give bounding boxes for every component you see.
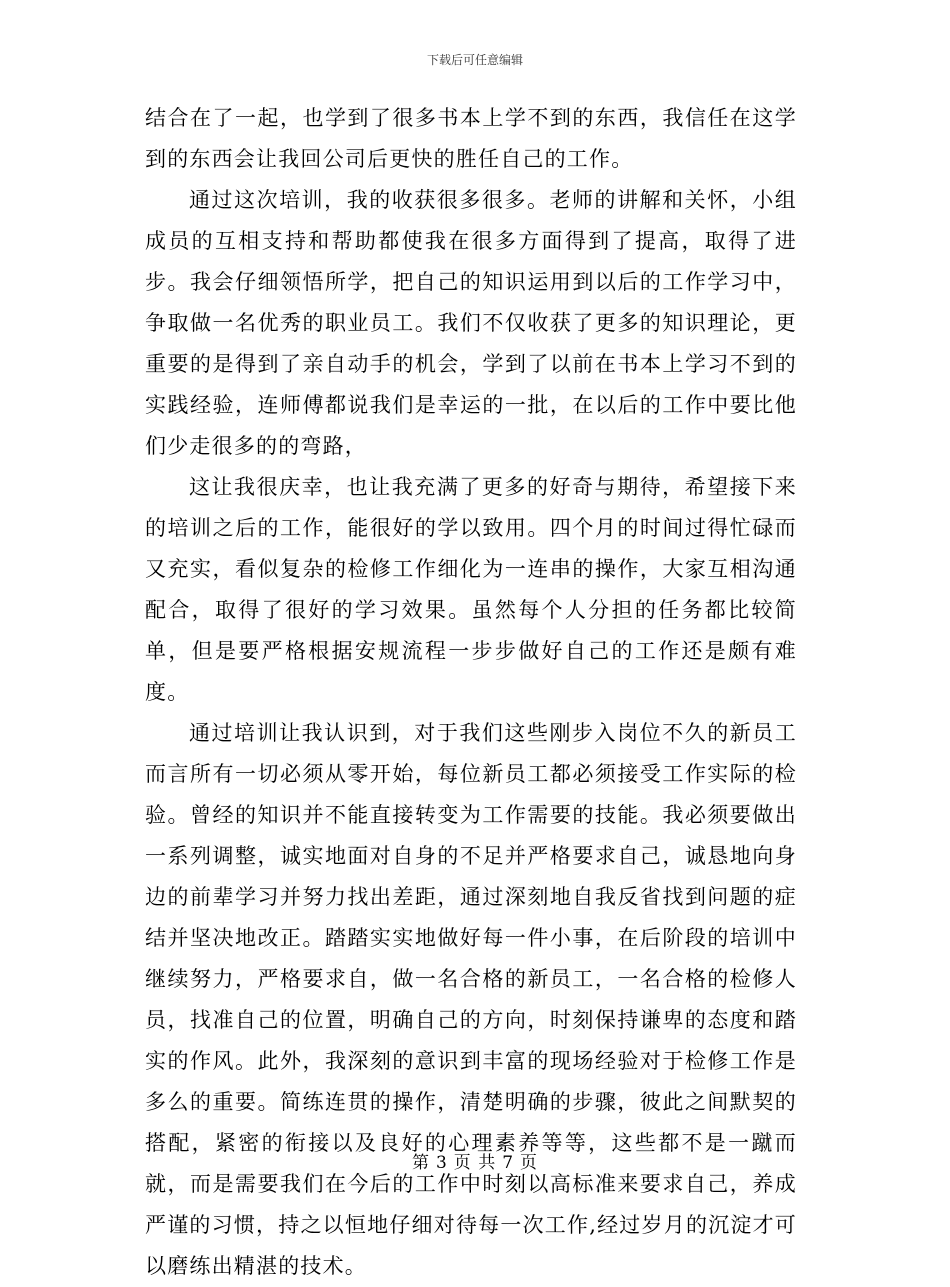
document-body [145,98,797,1287]
page-footer [0,1150,950,1176]
page-header: 下载后可任意编辑 [426,53,523,67]
paragraph-1: 结合在了一起，也学到了很多书本上学不到的东西，我信任在这学到的东西会让我回公司后更快的胜任自己的工作。 [145,106,797,171]
footer-total-pages: 7 [502,1153,515,1173]
paragraph-3: 这让我很庆幸，也让我充满了更多的好奇与期待，希望接下来的培训之后的工作，能很好的学以致用。四个月的时间过得忙碌而又充实，看似复杂的检修工作细化为一连串的操作，大家互相沟通配合，取得了很好的学习效果。虽然每个人分担的任务都比较简单，但是要严格根据安规流程一步步做好自己的工作还是颇有难度。 [145,475,797,704]
footer-current-page: 3 [435,1153,448,1173]
footer-middle: 页 共 [453,1153,497,1173]
paragraph-2: 通过这次培训，我的收获很多很多。老师的讲解和关怀，小组成员的互相支持和帮助都使我在很多方面得到了提高，取得了进步。我会仔细领悟所学，把自己的知识运用到以后的工作学习中，争取做一名优秀的职业员工。我们不仅收获了更多的知识理论，更重要的是得到了亲自动手的机会，学到了以前在书本上学习不到的实践经验，连师傅都说我们是幸运的一批，在以后的工作中要比他们少走很多的的弯路， [145,188,797,458]
footer-suffix: 页 [520,1153,539,1173]
footer-prefix: 第 [411,1153,430,1173]
paragraph-4: 通过培训让我认识到，对于我们这些刚步入岗位不久的新员工而言所有一切必须从零开始，每位新员工都必须接受工作实际的检验。曾经的知识并不能直接转变为工作需要的技能。我必须要做出一系列调整，诚实地面对自身的不足并严格要求自己，诚恳地向身边的前辈学习并努力找出差距，通过深刻地自我反省找到问题的症结并坚决地改正。踏踏实实地做好每一件小事，在后阶段的培训中继续努力，严格要求自，做一名合格的新员工，一名合格的检修人员，找准自己的位置，明确自己的方向，时刻保持谦卑的态度和踏实的作风。此外，我深刻的意识到丰富的现场经验对于检修工作是多么的重要。简练连贯的操作，清楚明确的步骤，彼此之间默契的搭配，紧密的衔接以及良好的心理素养等等，这些都不是一蹴而就，而是需要我们在今后的工作中时刻以高标准来要求自己，养成严谨的习惯，持之以恒地仔细对待每一次工作,经过岁月的沉淀才可以磨练出精湛的技术。 [145,721,797,1278]
